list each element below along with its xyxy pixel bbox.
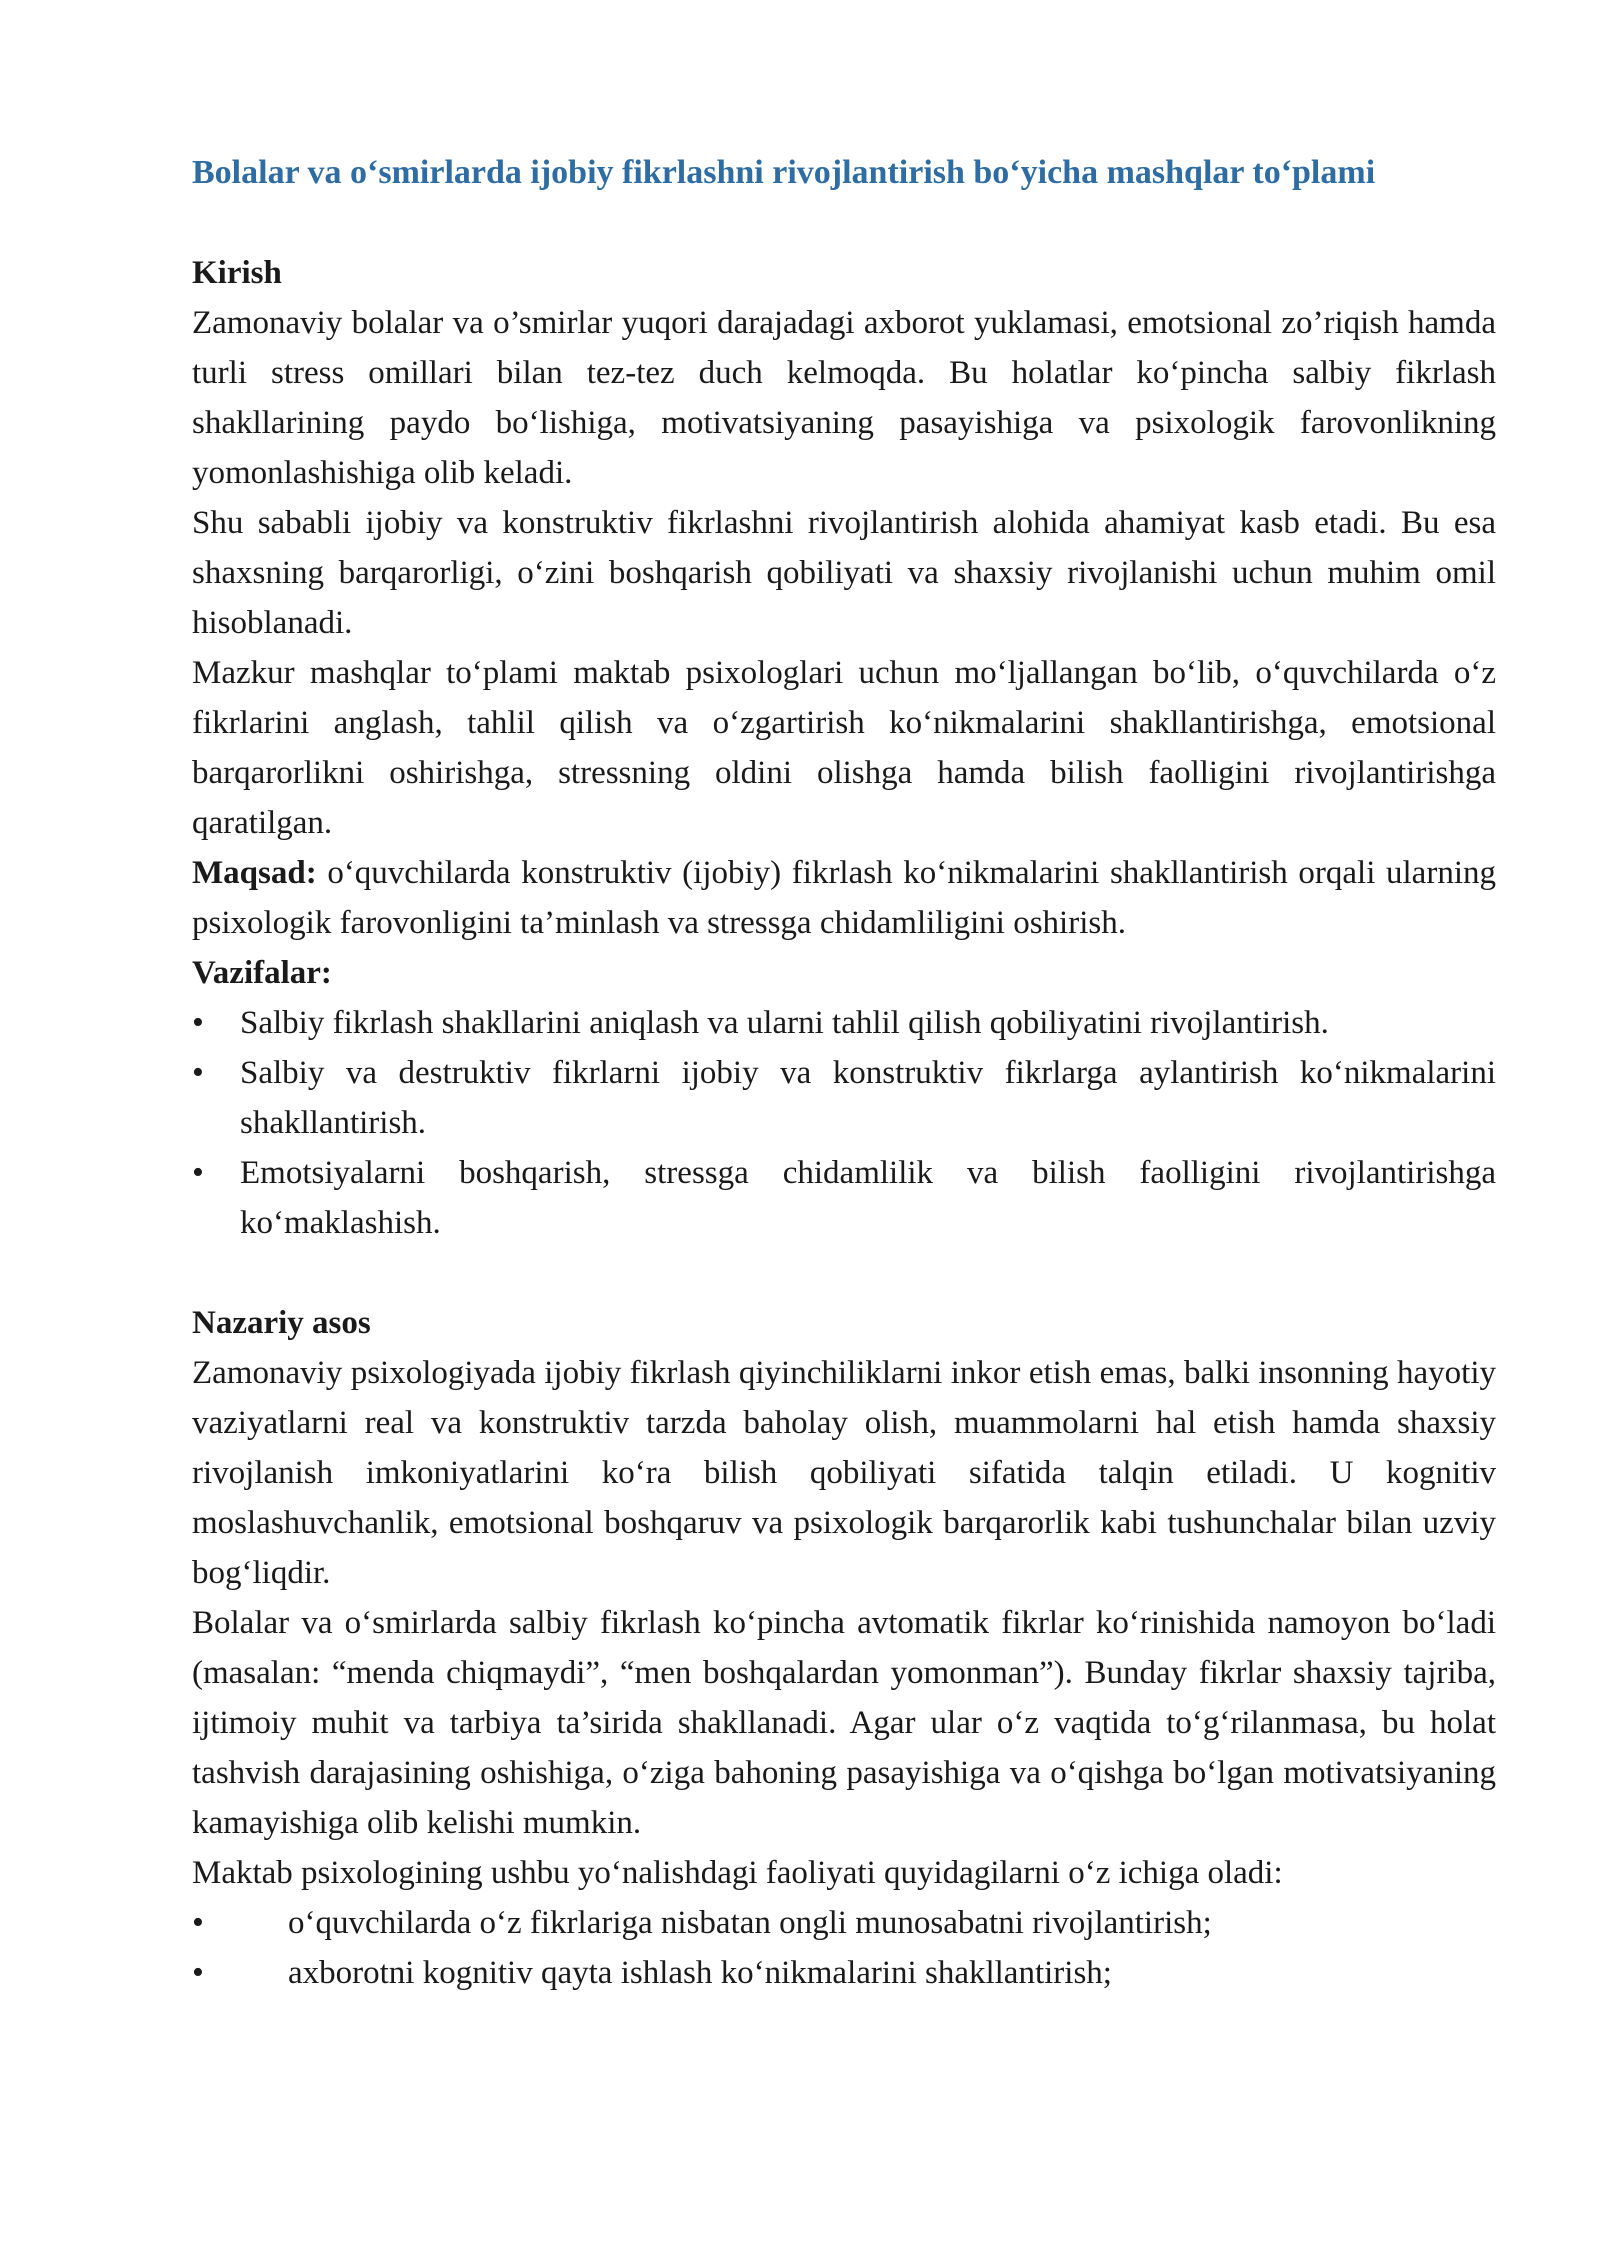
intro-paragraph: Mazkur mashqlar to‘plami maktab psixologlari uchun mo‘ljallangan bo‘lib, o‘quvchilarda o‘z fikrlarini anglash, tahlil qilish va o‘zgartirish ko‘nikmalarini shakllantirishga, emotsional barqarorlikni oshirishga, stressning oldini olishga hamda bilish faolligini rivojlantirishga qaratilgan. [192,655,1496,841]
spacer [192,1248,1496,1298]
goal-paragraph [192,848,1496,948]
tasks-heading: Vazifalar: [192,955,332,991]
list-item: • Salbiy va destruktiv fikrlarni ijobiy va konstruktiv fikrlarga aylantirish ko‘nikmalarini shakllantirish. [192,1048,1496,1148]
list-item: • axborotni kognitiv qayta ishlash ko‘nikmalarini shakllantirish; [192,1948,1496,1998]
section-heading-theory: Nazariy asos [192,1305,371,1341]
tasks-list [192,998,1496,1248]
theory-paragraph: Maktab psixologining ushbu yo‘nalishdagi faoliyati quyidagilarni o‘z ichiga oladi: [192,1855,1283,1891]
list-item: • Emotsiyalarni boshqarish, stressga chidamlilik va bilish faolligini rivojlantirishga ko‘maklashish. [192,1148,1496,1248]
theory-paragraph: Bolalar va o‘smirlarda salbiy fikrlash ko‘pincha avtomatik fikrlar ko‘rinishida namoyon bo‘ladi (masalan: “menda chiqmaydi”, “men boshqalardan yomonman”). Bunday fikrlar shaxsiy tajriba, ijtimoiy muhit va tarbiya ta’sirida shakllanadi. Agar ular o‘z vaqtida to‘g‘rilanmasa, bu holat tashvish darajasining oshishiga, o‘ziga bahoning pasayishiga va o‘qishga bo‘lgan motivatsiyaning kamayishiga olib kelishi mumkin. [192,1605,1496,1841]
spacer [192,198,1496,248]
list-item: • Salbiy fikrlash shakllarini aniqlash va ularni tahlil qilish qobiliyatini rivojlantirish. [192,998,1496,1048]
document-title: Bolalar va o‘smirlarda ijobiy fikrlashni rivojlantirish bo‘yicha mashqlar to‘plami [192,154,1376,191]
goal-text: o‘quvchilarda konstruktiv (ijobiy) fikrlash ko‘nikmalarini shakllantirish orqali ularning psixologik farovonligini ta’minlash va stressga chidamliligini oshirish. [192,855,1496,941]
goal-label: Maqsad: [192,855,317,891]
intro-paragraph: Zamonaviy bolalar va o’smirlar yuqori darajadagi axborot yuklamasi, emotsional zo’riqish hamda turli stress omillari bilan tez-tez duch kelmoqda. Bu holatlar ko‘pincha salbiy fikrlash shakllarining paydo bo‘lishiga, motivatsiyaning pasayishiga va psixologik farovonlikning yomonlashishiga olib keladi. [192,305,1496,491]
list-item: • o‘quvchilarda o‘z fikrlariga nisbatan ongli munosabatni rivojlantirish; [192,1898,1496,1948]
activities-list [192,1898,1496,1998]
document-body [192,148,1496,1998]
intro-paragraph: Shu sababli ijobiy va konstruktiv fikrlashni rivojlantirish alohida ahamiyat kasb etadi. Bu esa shaxsning barqarorligi, o‘zini boshqarish qobiliyati va shaxsiy rivojlanishi uchun muhim omil hisoblanadi. [192,505,1496,641]
section-heading-intro: Kirish [192,255,282,291]
theory-paragraph: Zamonaviy psixologiyada ijobiy fikrlash qiyinchiliklarni inkor etish emas, balki insonning hayotiy vaziyatlarni real va konstruktiv tarzda baholay olish, muammolarni hal etish hamda shaxsiy rivojlanish imkoniyatlarini ko‘ra bilish qobiliyati sifatida talqin etiladi. U kognitiv moslashuvchanlik, emotsional boshqaruv va psixologik barqarorlik kabi tushunchalar bilan uzviy bog‘liqdir. [192,1355,1496,1591]
